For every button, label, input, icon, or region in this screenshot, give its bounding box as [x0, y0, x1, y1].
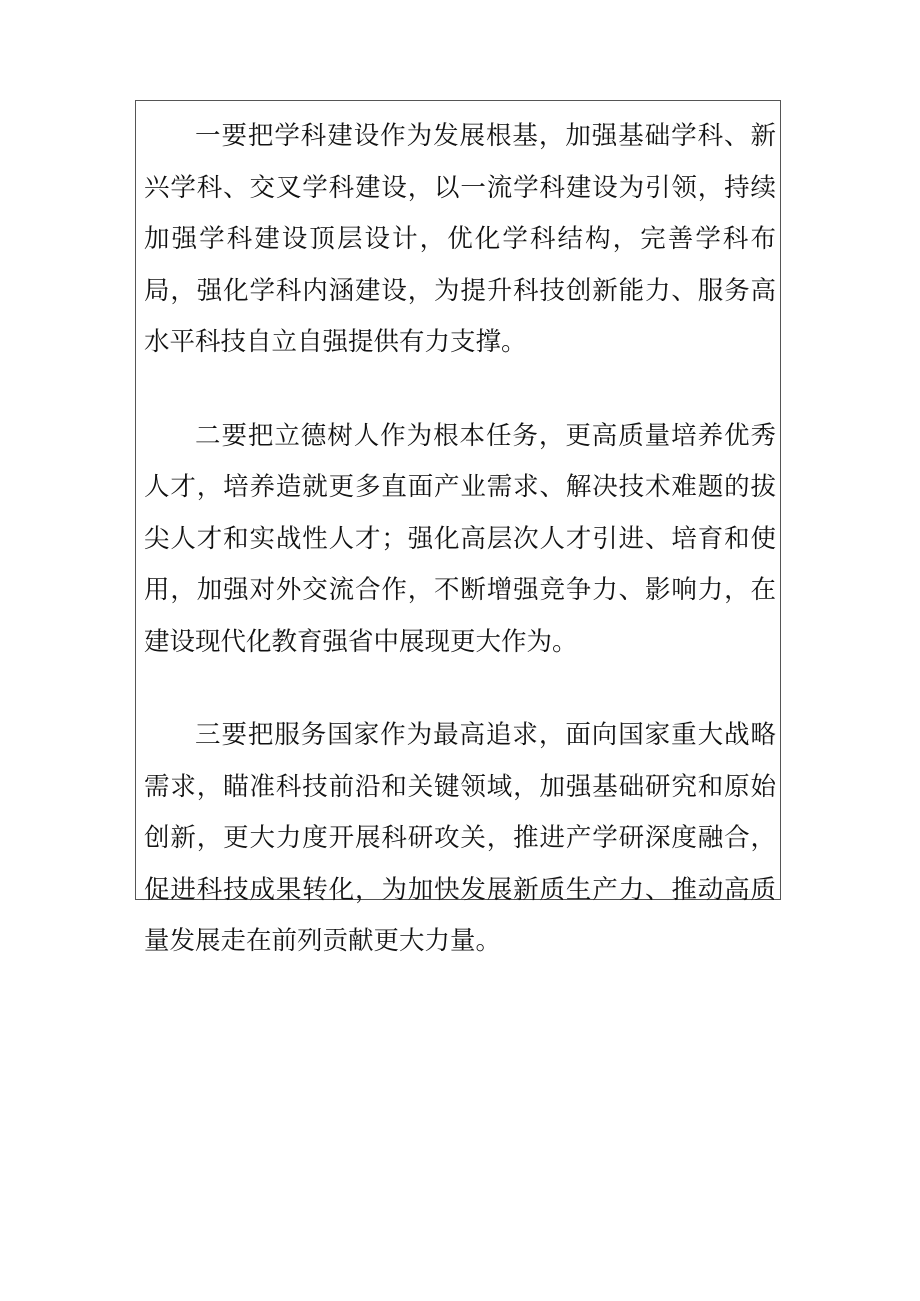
paragraph-serve-nation: 三要把服务国家作为最高追求，面向国家重大战略需求，瞄准科技前沿和关键领域，加强基础研究和原始创新，更大力度开展科研攻关，推进产学研深度融合，促进科技成果转化，为加快发展新质生产力、推动高质量发展走在前列贡献更大力量。 [144, 720, 776, 956]
paragraph-talent-cultivation: 二要把立德树人作为根本任务，更高质量培养优秀人才，培养造就更多直面产业需求、解决技术难题的拔尖人才和实战性人才；强化高层次人才引进、培育和使用，加强对外交流合作，不断增强竞争力、影响力，在建设现代化教育强省中展现更大作为。 [144, 420, 776, 657]
text-frame [135, 100, 781, 956]
paragraph-discipline-construction: 一要把学科建设作为发展根基，加强基础学科、新兴学科、交叉学科建设，以一流学科建设为引领，持续加强学科建设顶层设计，优化学科结构，完善学科布局，强化学科内涵建设，为提升科技创新能力、服务高水平科技自立自强提供有力支撑。 [144, 121, 776, 357]
